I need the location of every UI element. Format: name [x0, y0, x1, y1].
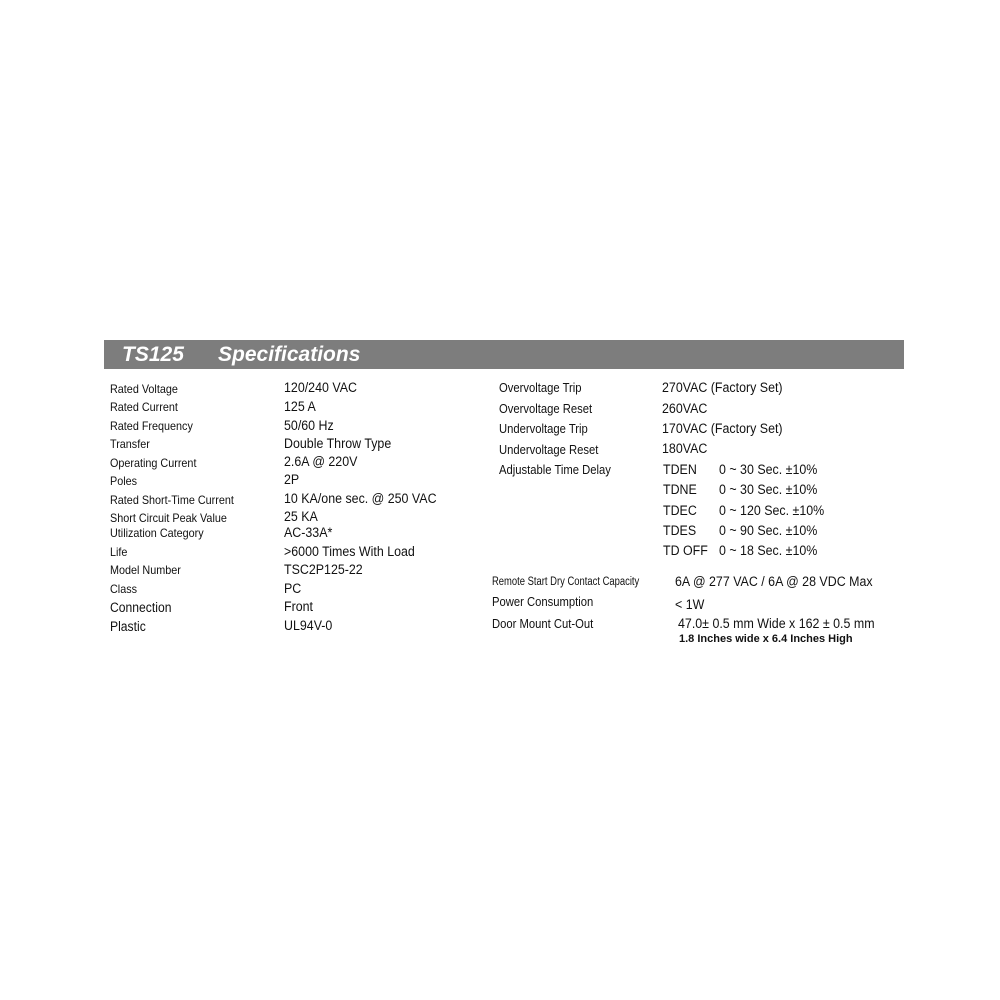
spec-label: Operating Current [110, 456, 197, 470]
spec-value: 25 KA [284, 509, 318, 524]
spec-value: 120/240 VAC [284, 380, 357, 395]
time-delay-range: 0 ~ 90 Sec. ±10% [719, 523, 818, 538]
spec-label: Utilization Category [110, 526, 204, 540]
spec-label: Poles [110, 474, 138, 488]
spec-label: Class [110, 582, 138, 596]
spec-label: Rated Voltage [110, 382, 178, 396]
spec-value: 270VAC (Factory Set) [662, 380, 783, 395]
spec-value: 170VAC (Factory Set) [662, 421, 783, 436]
spec-label: Undervoltage Reset [499, 443, 599, 457]
model-title: TS125 [122, 343, 184, 366]
time-delay-code: TD OFF [663, 543, 708, 558]
spec-label: Door Mount Cut-Out [492, 617, 594, 631]
spec-label: Power Consumption [492, 595, 594, 609]
spec-value: Front [284, 599, 313, 614]
spec-label: Life [110, 545, 128, 559]
spec-label: Adjustable Time Delay [499, 463, 611, 477]
spec-value: 6A @ 277 VAC / 6A @ 28 VDC Max [675, 574, 873, 589]
spec-value: 125 A [284, 399, 316, 414]
spec-value: 2P [284, 472, 300, 487]
spec-value: TSC2P125-22 [284, 562, 363, 577]
spec-value: 260VAC [662, 401, 708, 416]
cutout-note: 1.8 Inches wide x 6.4 Inches High [679, 633, 853, 645]
spec-label: Short Circuit Peak Value [110, 511, 227, 525]
spec-label: Rated Current [110, 400, 178, 414]
spec-value: 10 KA/one sec. @ 250 VAC [284, 491, 437, 506]
spec-label: Rated Short-Time Current [110, 493, 234, 507]
spec-value: PC [284, 581, 302, 596]
time-delay-range: 0 ~ 18 Sec. ±10% [719, 543, 818, 558]
spec-value: 2.6A @ 220V [284, 454, 358, 469]
time-delay-code: TDNE [663, 482, 697, 497]
spec-value: >6000 Times With Load [284, 544, 415, 559]
spec-value: 180VAC [662, 441, 708, 456]
time-delay-range: 0 ~ 30 Sec. ±10% [719, 482, 818, 497]
spec-label: Overvoltage Reset [499, 402, 593, 416]
spec-label: Model Number [110, 563, 181, 577]
time-delay-code: TDEN [663, 462, 697, 477]
spec-value: Double Throw Type [284, 436, 392, 451]
spec-label: Rated Frequency [110, 419, 193, 433]
spec-label: Plastic [110, 619, 146, 634]
title-bar [104, 340, 904, 369]
spec-value: < 1W [675, 597, 705, 612]
spec-value: 50/60 Hz [284, 418, 334, 433]
spec-label: Connection [110, 600, 172, 615]
spec-label: Transfer [110, 437, 150, 451]
time-delay-range: 0 ~ 120 Sec. ±10% [719, 503, 825, 518]
time-delay-code: TDES [663, 523, 697, 538]
spec-label: Remote Start Dry Contact Capacity [492, 576, 640, 588]
spec-value: UL94V-0 [284, 618, 333, 633]
time-delay-range: 0 ~ 30 Sec. ±10% [719, 462, 818, 477]
time-delay-code: TDEC [663, 503, 697, 518]
spec-value: 47.0± 0.5 mm Wide x 162 ± 0.5 mm [678, 616, 875, 631]
spec-value: AC-33A* [284, 525, 333, 540]
spec-label: Overvoltage Trip [499, 381, 582, 395]
section-title: Specifications [218, 343, 361, 366]
spec-label: Undervoltage Trip [499, 422, 588, 436]
